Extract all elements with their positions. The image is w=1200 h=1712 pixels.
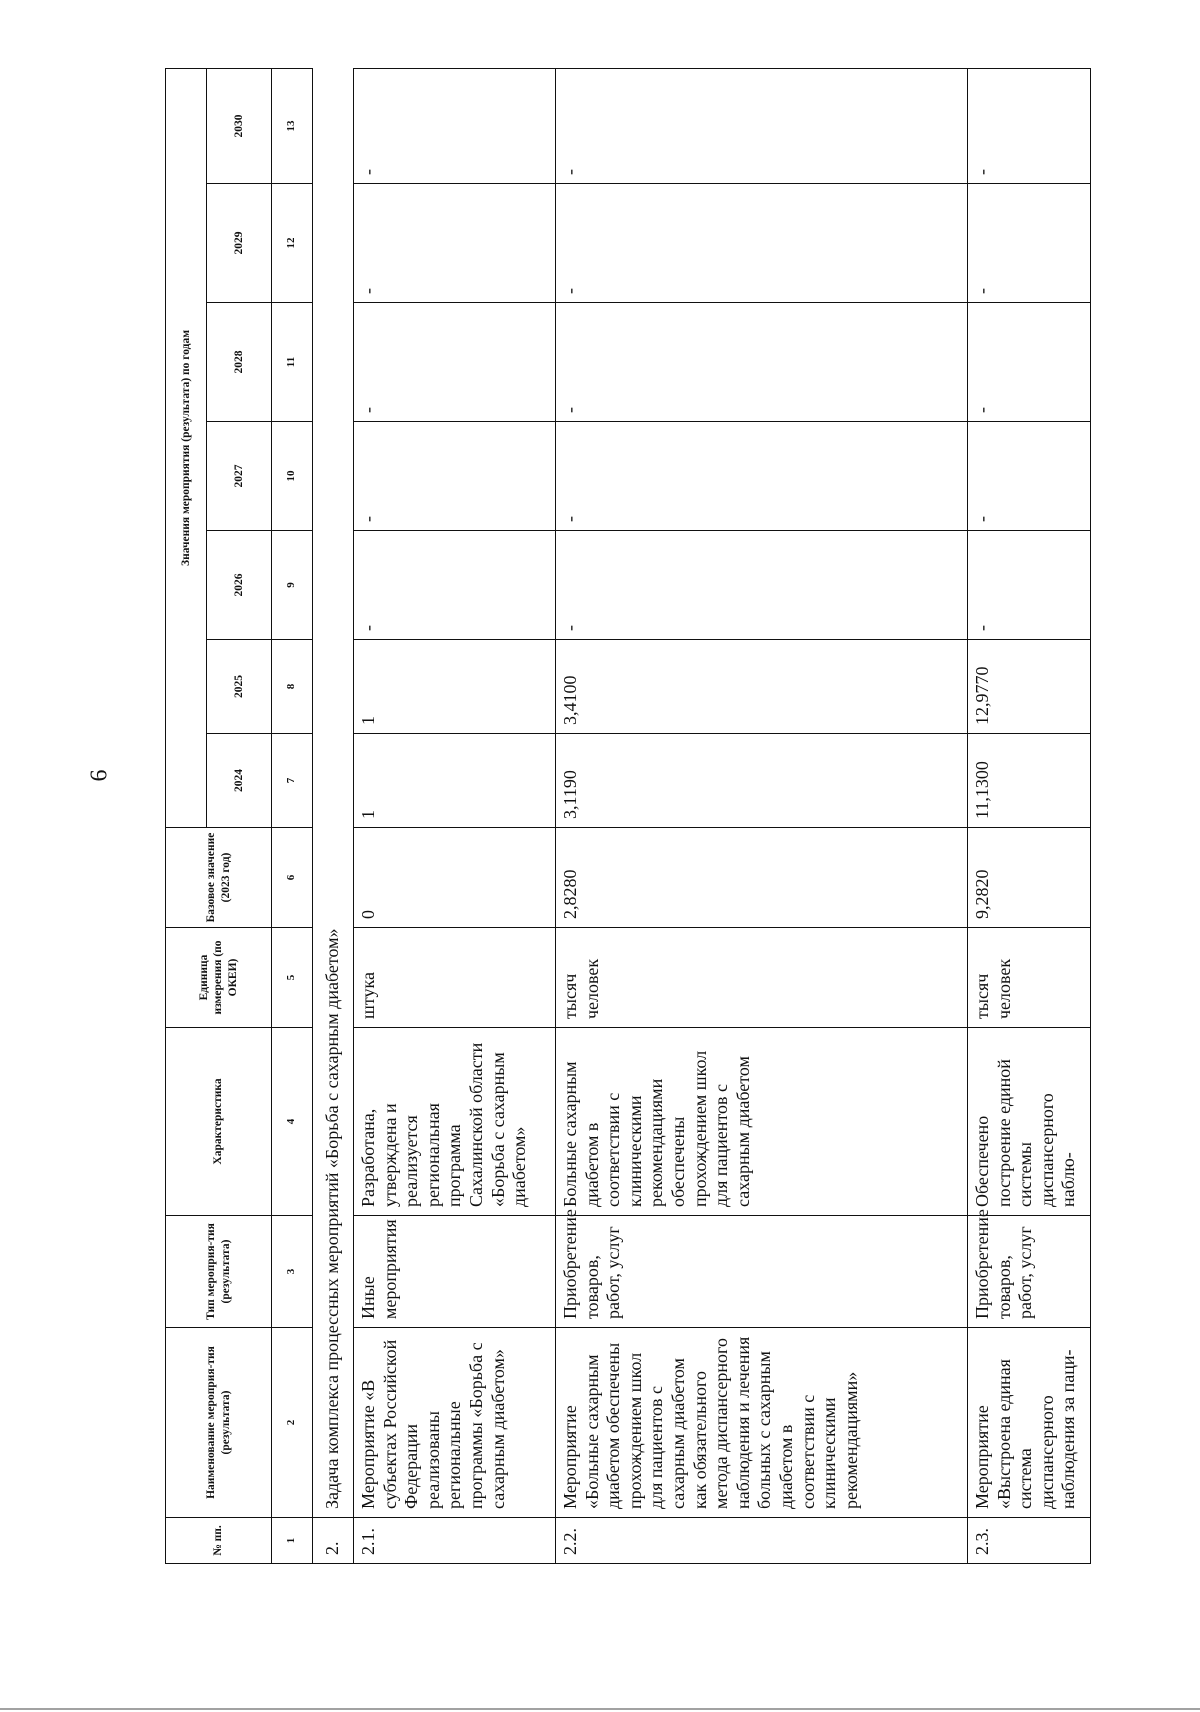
row-value: - bbox=[968, 184, 1091, 303]
column-number: 10 bbox=[272, 422, 313, 531]
row-value: - bbox=[354, 303, 556, 422]
row-unit: тысяч человек bbox=[556, 928, 968, 1028]
row-num: 2.3. bbox=[968, 1518, 1091, 1564]
row-value: - bbox=[556, 68, 968, 183]
row-value: 1 bbox=[354, 734, 556, 828]
header-num: № пп. bbox=[166, 1518, 272, 1564]
header-row-top bbox=[166, 68, 207, 1563]
column-number: 4 bbox=[272, 1028, 313, 1216]
column-number: 6 bbox=[272, 828, 313, 928]
row-characteristic: Разработана, утверждена и реализуется региональная программа Сахалинской области «Борьба с сахарным диабетом» bbox=[354, 1028, 556, 1216]
row-characteristic: Обеспечено построение единой системы диспансерного наблю- bbox=[968, 1028, 1091, 1216]
page-number: 6 bbox=[86, 769, 113, 782]
row-type: Иные мероприятия bbox=[354, 1216, 556, 1328]
table-row bbox=[556, 68, 968, 1563]
row-value: - bbox=[556, 422, 968, 531]
header-year: 2024 bbox=[207, 734, 272, 828]
table-row bbox=[354, 68, 556, 1563]
header-year: 2030 bbox=[207, 68, 272, 183]
header-year: 2025 bbox=[207, 640, 272, 734]
row-value: 3,1190 bbox=[556, 734, 968, 828]
row-base: 2,8280 bbox=[556, 828, 968, 928]
column-number: 2 bbox=[272, 1328, 313, 1518]
row-num: 2.1. bbox=[354, 1518, 556, 1564]
row-num: 2.2. bbox=[556, 1518, 968, 1564]
header-year: 2028 bbox=[207, 303, 272, 422]
row-value: 3,4100 bbox=[556, 640, 968, 734]
column-number: 3 bbox=[272, 1216, 313, 1328]
row-type: Приобретение товаров, работ, услуг bbox=[968, 1216, 1091, 1328]
row-value: - bbox=[968, 303, 1091, 422]
measures-table bbox=[165, 68, 1091, 1564]
row-value: 1 bbox=[354, 640, 556, 734]
task-row bbox=[313, 68, 354, 1563]
row-name: Мероприятие «Больные сахарным диабетом обеспечены прохождением школ для пациентов с сахарным диабетом как обязательного метода диспансерного наблюдения и лечения больных с сахарным диабетом в соответствии с клиническими рекомендациями» bbox=[556, 1328, 968, 1518]
row-value: - bbox=[354, 531, 556, 640]
row-unit: тысяч человек bbox=[968, 928, 1091, 1028]
header-year: 2029 bbox=[207, 184, 272, 303]
row-value: - bbox=[968, 531, 1091, 640]
row-value: 12,9770 bbox=[968, 640, 1091, 734]
header-characteristic: Характеристика bbox=[166, 1028, 272, 1216]
row-value: - bbox=[354, 422, 556, 531]
column-number: 5 bbox=[272, 928, 313, 1028]
row-name: Мероприятие «В субъектах Российской Федерации реализованы региональные программы «Борьба с сахарным диабетом» bbox=[354, 1328, 556, 1518]
column-number: 12 bbox=[272, 184, 313, 303]
header-base: Базовое значение (2023 год) bbox=[166, 828, 272, 928]
header-values-group: Значения мероприятия (результата) по годам bbox=[166, 68, 207, 827]
column-number-row bbox=[272, 68, 313, 1563]
column-number: 11 bbox=[272, 303, 313, 422]
row-base: 9,2820 bbox=[968, 828, 1091, 928]
row-name: Мероприятие «Выстроена единая система диспансерного наблюдения за паци- bbox=[968, 1328, 1091, 1518]
row-value: - bbox=[556, 184, 968, 303]
column-number: 1 bbox=[272, 1518, 313, 1564]
row-value: - bbox=[556, 531, 968, 640]
row-type: Приобретение товаров, работ, услуг bbox=[556, 1216, 968, 1328]
rotated-page-content bbox=[165, 69, 1092, 1564]
table-row bbox=[968, 68, 1091, 1563]
column-number: 7 bbox=[272, 734, 313, 828]
row-unit: штука bbox=[354, 928, 556, 1028]
row-characteristic: Больные сахарным диабетом в соответствии с клиническими рекомендациями обеспечены прохождением школ для пациентов с сахарным диабетом bbox=[556, 1028, 968, 1216]
row-value: - bbox=[354, 68, 556, 183]
task-title: Задача комплекса процессных мероприятий «Борьба с сахарным диабетом» bbox=[313, 68, 354, 1517]
row-value: - bbox=[354, 184, 556, 303]
column-number: 13 bbox=[272, 68, 313, 183]
column-number: 8 bbox=[272, 640, 313, 734]
row-value: - bbox=[968, 422, 1091, 531]
column-number: 9 bbox=[272, 531, 313, 640]
header-name: Наименование мероприя-тия (результата) bbox=[166, 1328, 272, 1518]
header-unit: Единица измерения (по ОКЕИ) bbox=[166, 928, 272, 1028]
scan-edge-line bbox=[0, 1708, 1200, 1710]
row-base: 0 bbox=[354, 828, 556, 928]
task-num: 2. bbox=[313, 1518, 354, 1564]
header-year: 2026 bbox=[207, 531, 272, 640]
row-value: - bbox=[556, 303, 968, 422]
row-value: - bbox=[968, 68, 1091, 183]
header-year: 2027 bbox=[207, 422, 272, 531]
header-type: Тип мероприя-тия (результата) bbox=[166, 1216, 272, 1328]
row-value: 11,1300 bbox=[968, 734, 1091, 828]
